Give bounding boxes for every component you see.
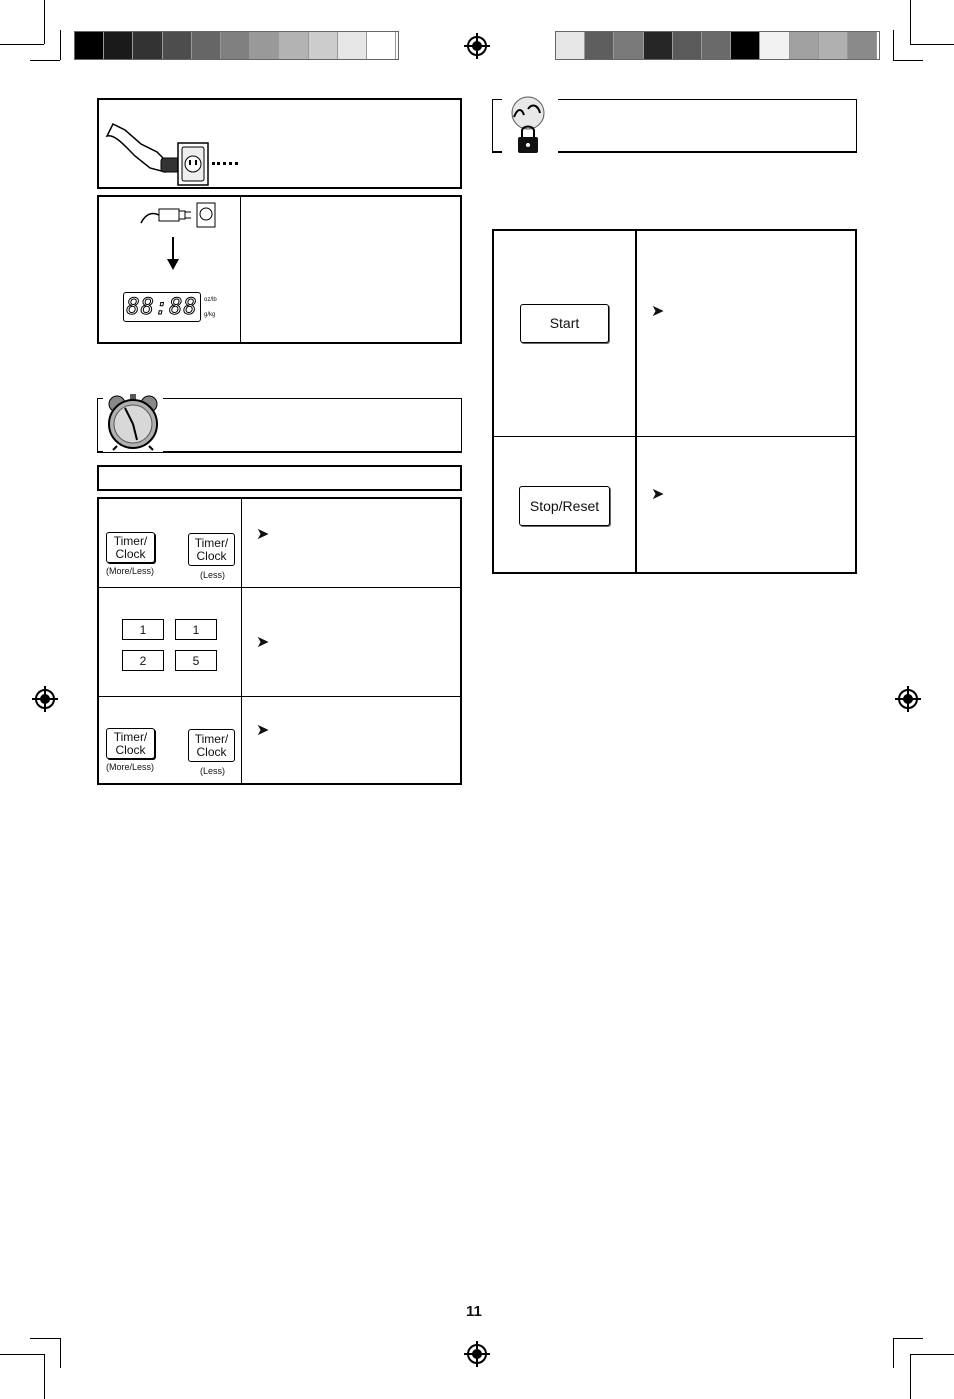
color-swatch [790,32,819,59]
color-swatch [760,32,789,59]
down-arrow-icon [167,237,179,271]
color-calibration-bar-left [74,31,399,60]
more-less-caption: (More/Less) [106,566,155,576]
digit-key-1[interactable]: 1 [175,619,217,640]
digit-key-5[interactable]: 5 [175,650,217,671]
crop-mark [0,1354,44,1355]
color-swatch [673,32,702,59]
crop-mark [893,60,923,61]
crop-mark [44,0,45,44]
registration-mark-icon [898,689,918,709]
color-swatch [702,32,731,59]
crop-mark [893,1338,894,1368]
timer-clock-more-less-button[interactable]: Timer/ Clock [106,532,155,563]
crop-mark [30,60,60,61]
crop-mark [30,1338,60,1339]
color-swatch [338,32,367,59]
led-display [123,292,201,322]
clock-steps-table [97,497,462,785]
registration-mark-icon [467,1344,487,1364]
color-swatch [192,32,221,59]
color-swatch [731,32,760,59]
timer-clock-less-button[interactable]: Timer/ Clock [188,729,235,762]
crop-mark [44,1354,45,1399]
arrow-bullet-icon: ➤ [651,484,665,503]
unit-label-bottom: g/kg [204,312,216,318]
color-swatch [309,32,338,59]
led-digits: 88:88 [126,294,198,320]
child-lock-icon [502,95,558,157]
plug-in-header-box [97,98,462,189]
crop-mark [910,1354,954,1355]
registration-mark-icon [467,36,487,56]
digit-key-2[interactable]: 2 [122,650,164,671]
clock-header [97,398,462,453]
stop-reset-button[interactable]: Stop/Reset [519,486,610,526]
page-number: 11 [466,1303,482,1320]
unit-label-top: oz/lb [204,297,217,303]
timer-clock-more-less-button[interactable]: Timer/ Clock [106,728,155,759]
registration-mark-icon [35,689,55,709]
color-swatch [250,32,279,59]
arrow-bullet-icon: ➤ [256,720,270,739]
color-swatch [163,32,192,59]
color-swatch [819,32,848,59]
less-caption: (Less) [200,570,226,580]
color-swatch [75,32,104,59]
plug-icon [105,106,245,186]
color-swatch [614,32,643,59]
child-lock-steps-table [492,229,857,574]
color-swatch [279,32,308,59]
crop-mark [60,30,61,60]
color-swatch [644,32,673,59]
outlet-icon [177,142,211,188]
child-lock-header [492,99,857,153]
color-swatch [221,32,250,59]
dotted-leader [212,162,238,165]
arrow-bullet-icon: ➤ [256,524,270,543]
crop-mark [893,30,894,60]
color-swatch [556,32,585,59]
timer-clock-less-button[interactable]: Timer/ Clock [188,533,235,566]
color-swatch [367,32,396,59]
arrow-bullet-icon: ➤ [651,301,665,320]
crop-mark [910,44,954,45]
color-calibration-bar-right [555,31,880,60]
crop-mark [910,0,911,44]
color-swatch [585,32,614,59]
more-less-caption: (More/Less) [106,762,155,772]
color-swatch [848,32,877,59]
clock-subheader-box [97,465,462,491]
digit-key-1[interactable]: 1 [122,619,164,640]
crop-mark [910,1354,911,1399]
plug-icon [139,201,219,229]
power-on-display-box [97,195,462,344]
alarm-clock-icon [103,392,163,452]
color-swatch [104,32,133,59]
arrow-bullet-icon: ➤ [256,632,270,651]
crop-mark [893,1338,923,1339]
less-caption: (Less) [200,766,226,776]
crop-mark [0,44,44,45]
color-swatch [133,32,162,59]
crop-mark [60,1338,61,1368]
start-button[interactable]: Start [520,304,609,343]
